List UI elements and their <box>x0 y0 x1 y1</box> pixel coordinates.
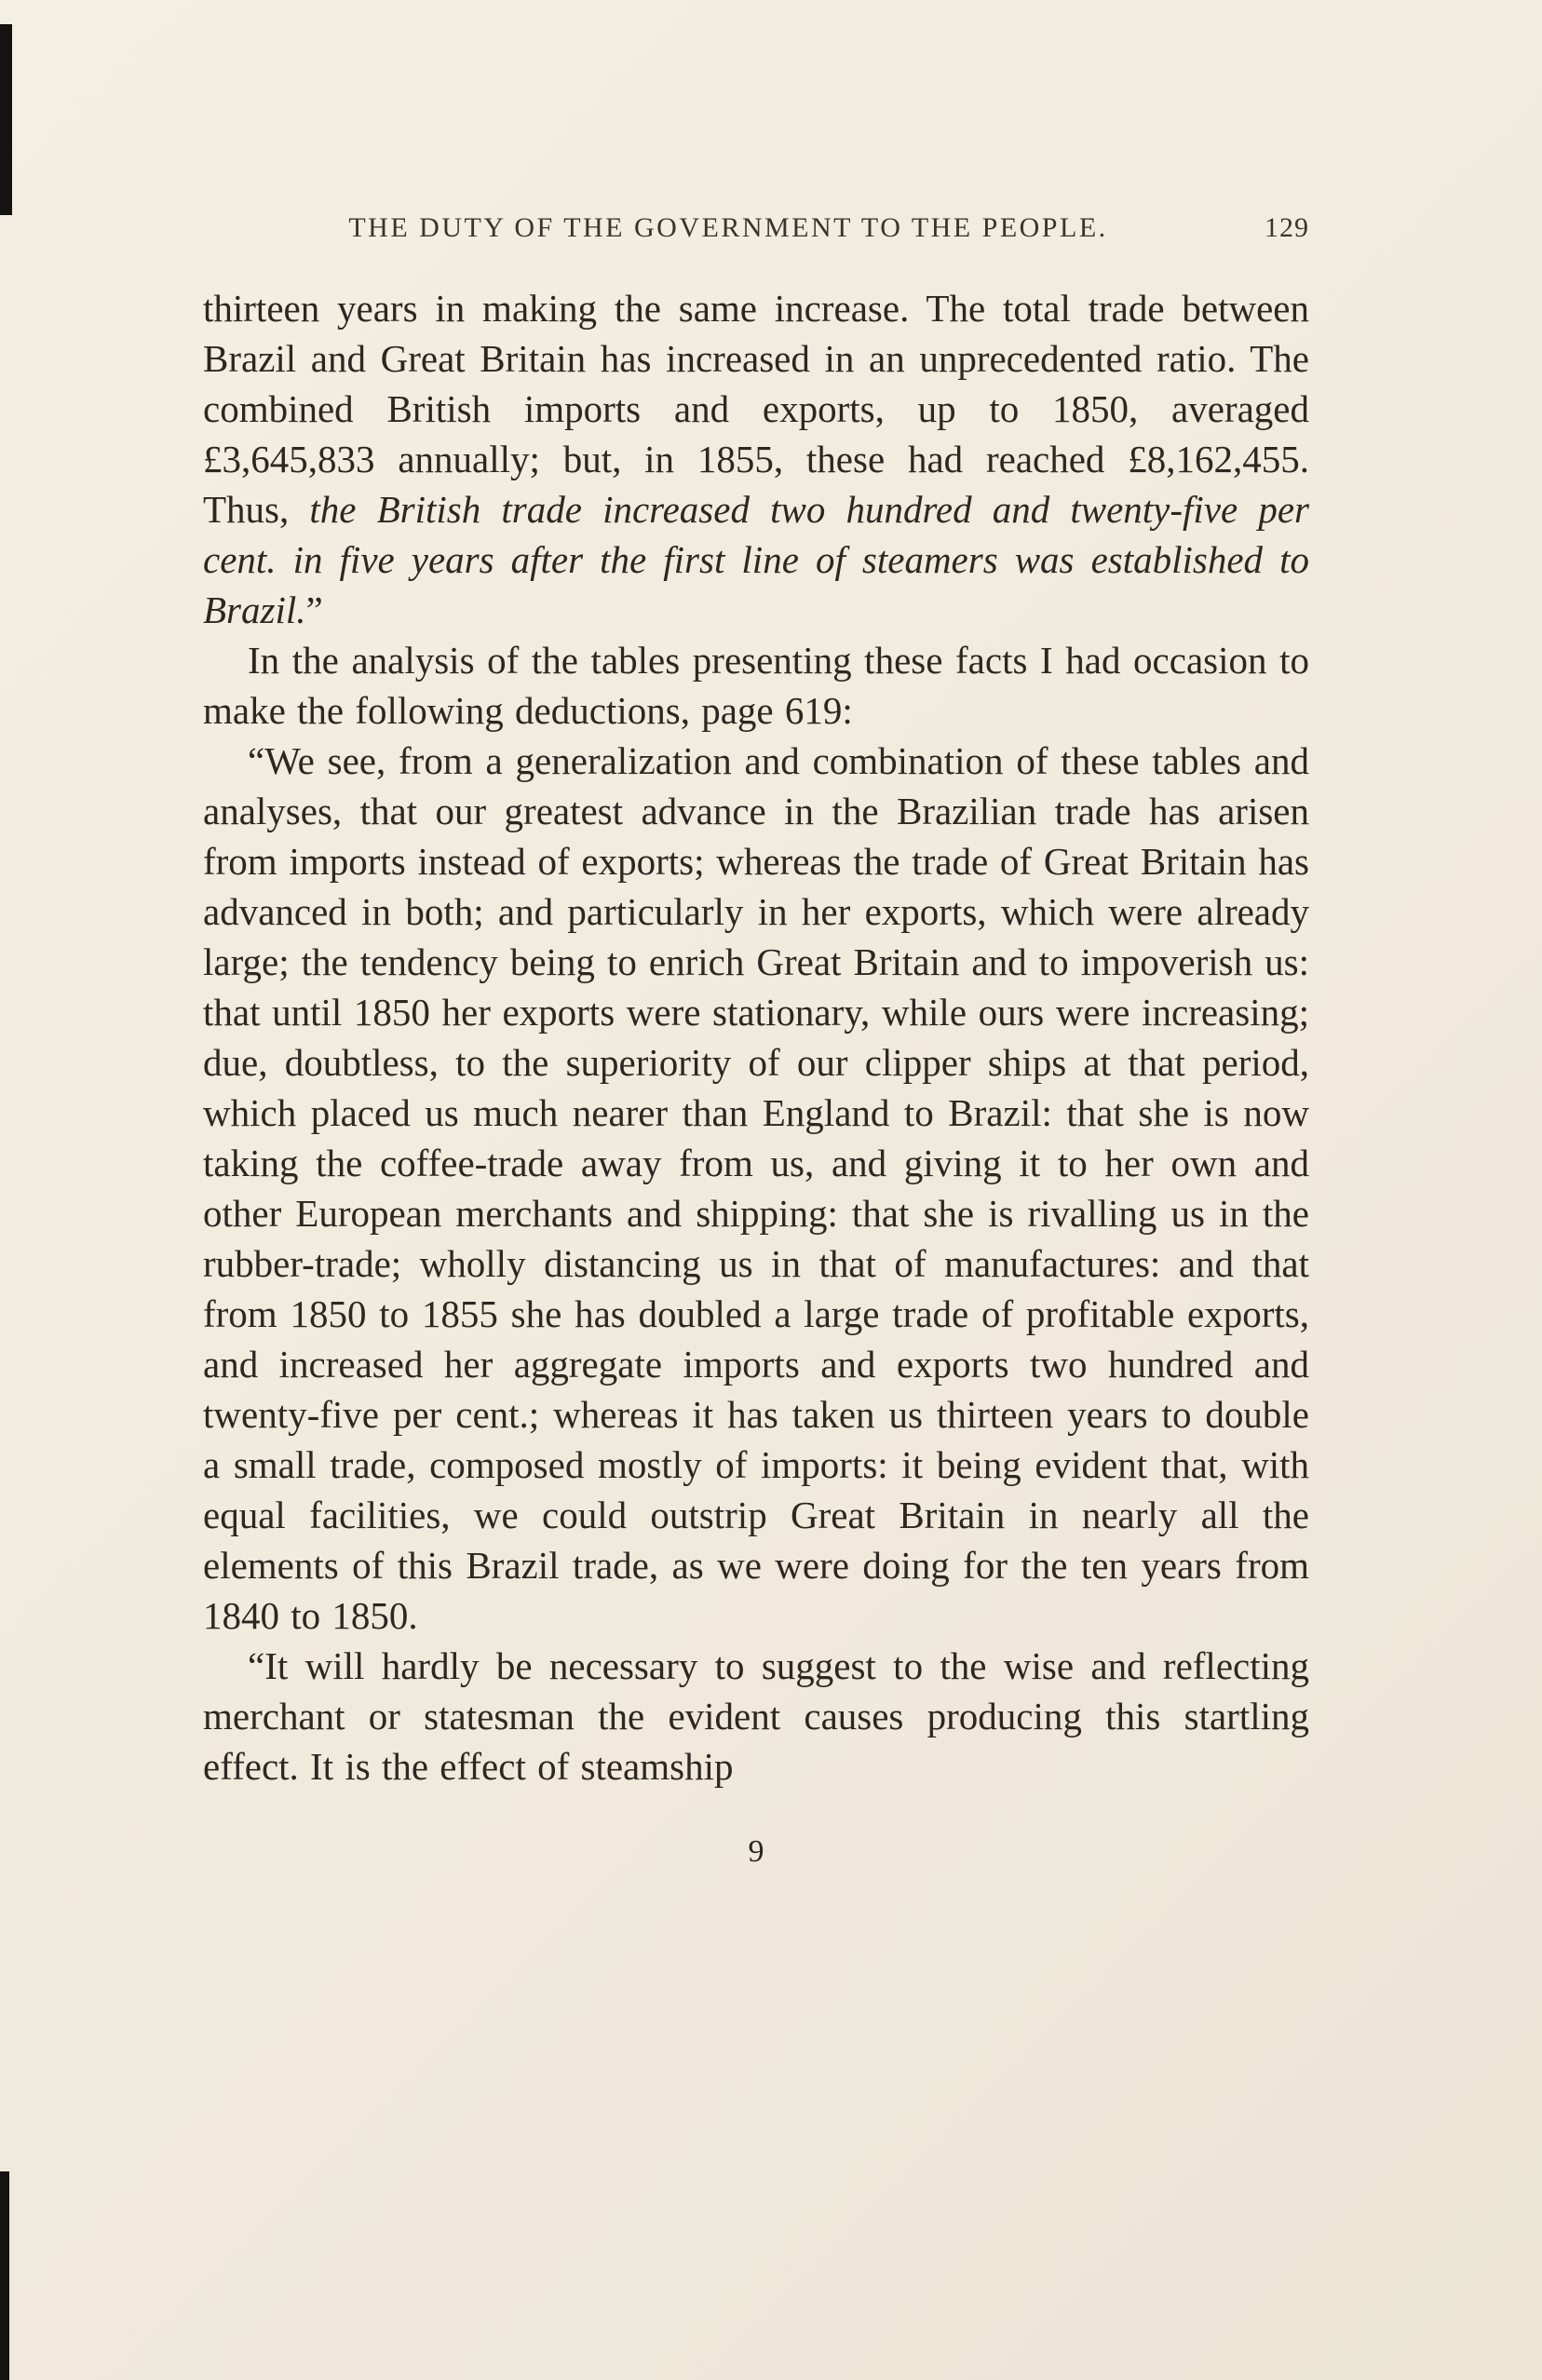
body-text <box>203 283 1309 1792</box>
paragraph <box>203 1641 1309 1792</box>
text-run: In the analysis of the tables presenting these facts I had occasion to make the following deductions, page 619: <box>203 639 1309 732</box>
scan-artifact-bottom-left <box>0 2171 9 2380</box>
paragraph <box>203 283 1309 635</box>
scan-artifact-top-left <box>0 24 12 215</box>
italic-text-run: the British trade increased two hundred and twenty-five per cent. in five years after the first line of steamers was established to Brazil. <box>203 488 1310 631</box>
paragraph <box>203 736 1309 1641</box>
text-run: thirteen years in making the same increase. The total trade between Brazil and Great Britain has increased in an unprecedented ratio. The combined British imports and exports, up to 1850, averaged £3,645,833 annually; but, in 1855, these had reached £8,162,455. Thus, <box>203 287 1309 531</box>
running-header <box>203 212 1309 244</box>
running-header-page-number: 129 <box>1265 212 1309 243</box>
text-run: “We see, from a generalization and combination of these tables and analyses, that our greatest advance in the Brazilian trade has arisen from imports instead of exports; whereas the trade of Great Britain has advanced in both; and particularly in her exports, which were already large; the tendency being to enrich Great Britain and to impoverish us: that until 1850 her exports were stationary, while ours were increasing; due, doubtless, to the superiority of our clipper ships at that period, which placed us much nearer than England to Brazil: that she is now taking the coffee-trade away from us, and giving it to her own and other European merchants and shipping: that she is rivalling us in the rubber-trade; wholly distancing us in that of manufactures: and that from 1850 to 1855 she has doubled a large trade of profitable exports, and increased her aggregate imports and exports two hundred and twenty-five per cent.; whereas it has taken us thirteen years to double a small trade, composed mostly of imports: it being evident that, with equal facilities, we could outstrip Great Britain in nearly all the elements of this Brazil trade, as we were doing for the ten years from 1840 to 1850. <box>203 739 1309 1637</box>
text-run: “It will hardly be necessary to suggest to the wise and reflecting merchant or statesman the evident causes producing this startling effect. It is the effect of steamship <box>203 1644 1309 1788</box>
page-footer <box>203 1834 1309 1870</box>
paragraph <box>203 635 1309 736</box>
running-header-title: THE DUTY OF THE GOVERNMENT TO THE PEOPLE. <box>348 212 1108 243</box>
footer-page-number: 9 <box>748 1834 764 1869</box>
text-run: ” <box>305 588 323 631</box>
